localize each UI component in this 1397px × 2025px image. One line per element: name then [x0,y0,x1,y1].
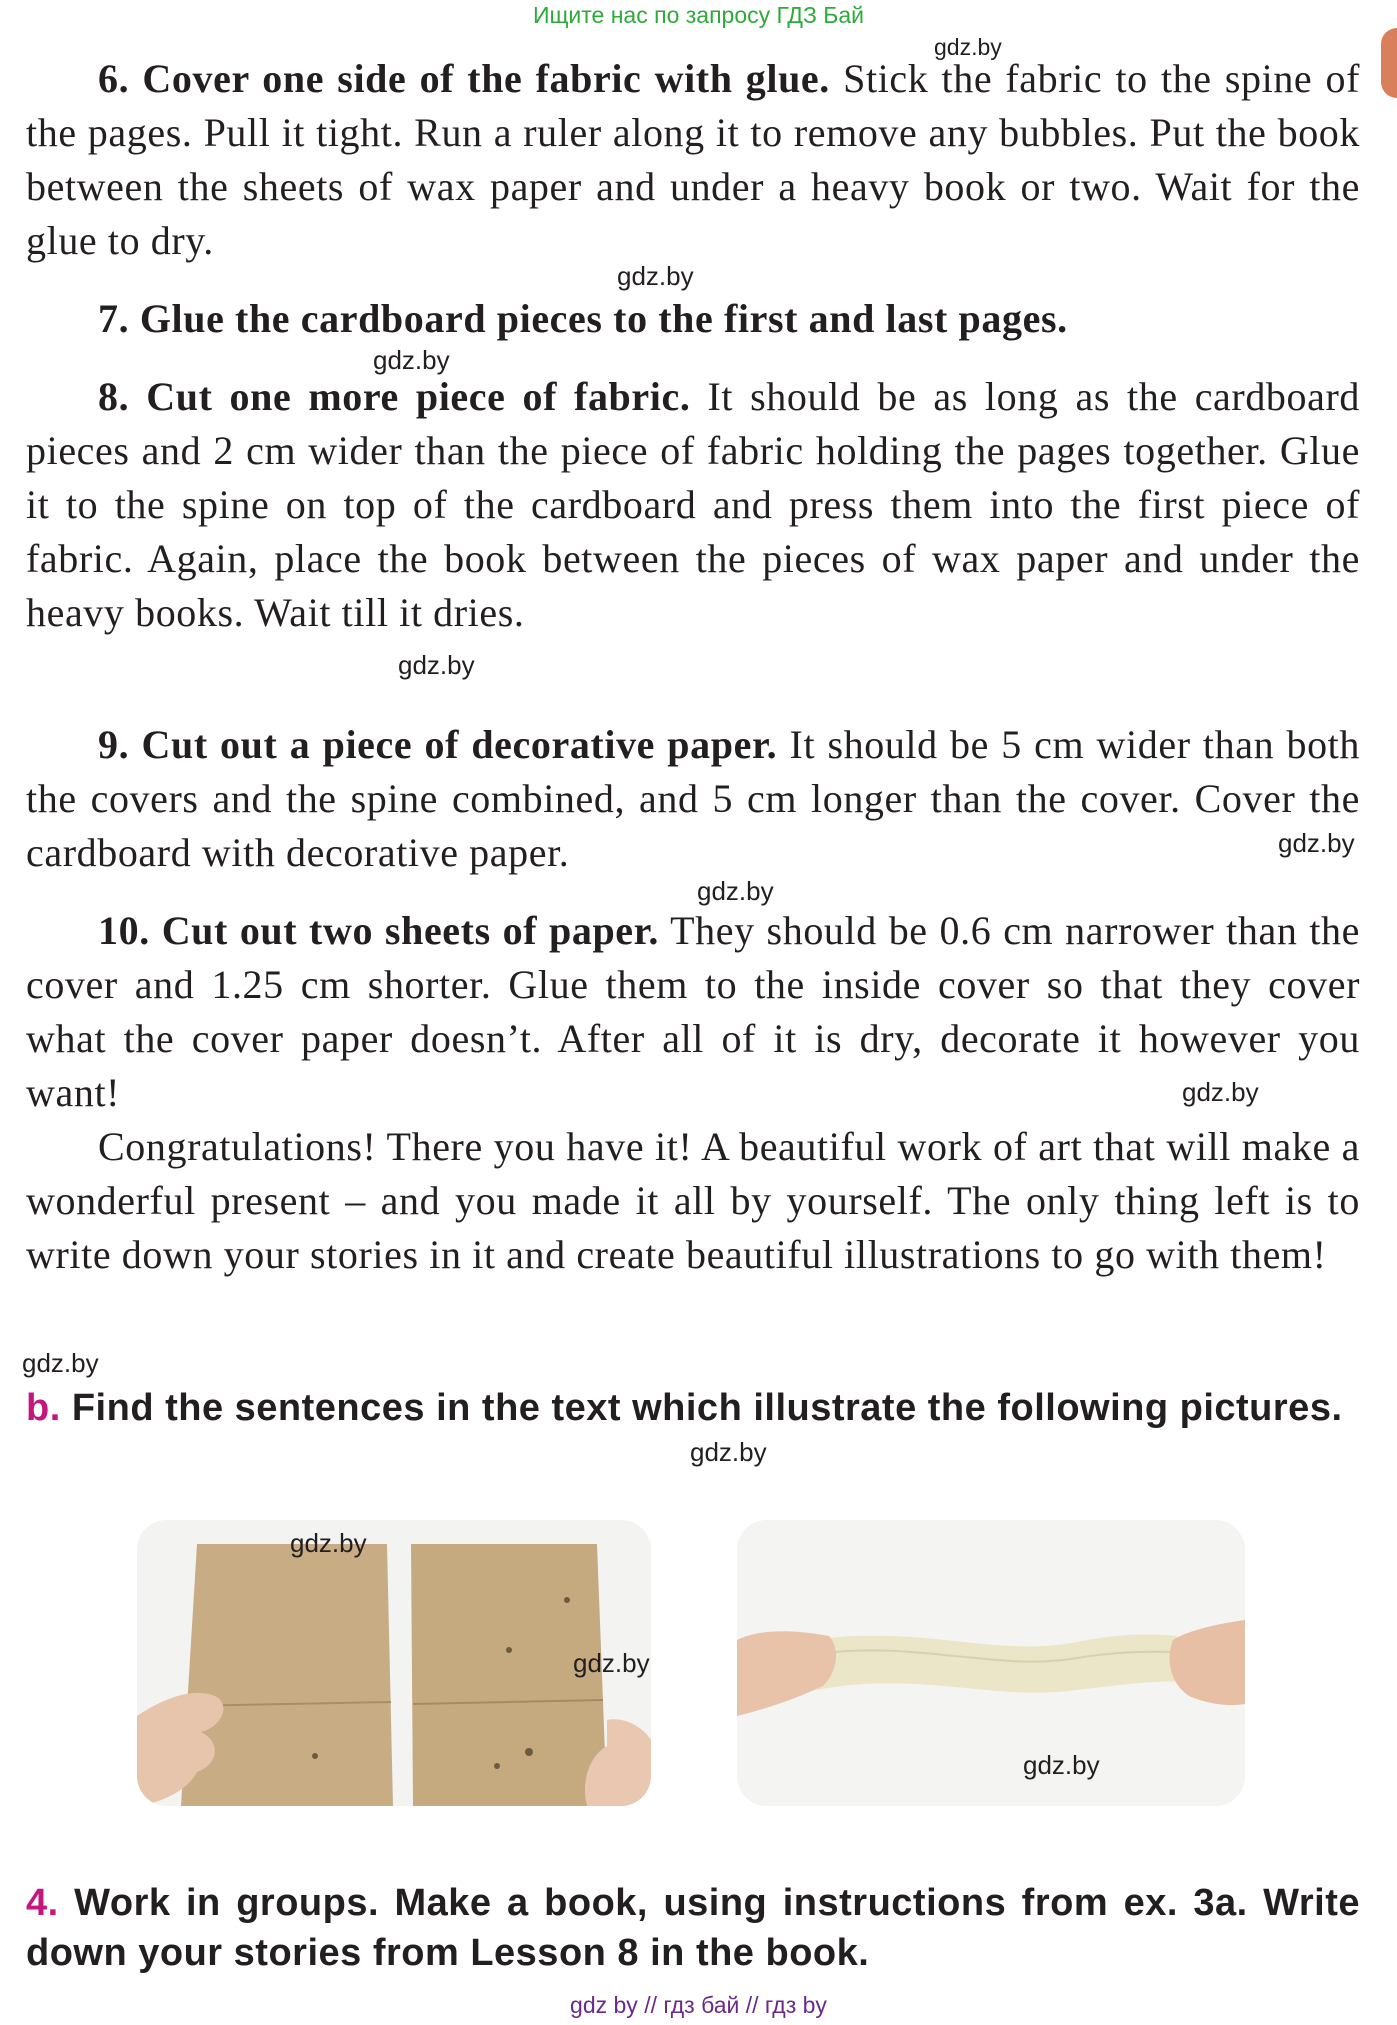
watermark: gdz.by [22,1348,99,1378]
watermark: gdz.by [690,1437,767,1467]
watermark: gdz.by [934,34,1002,60]
step-8-body: It should be as long as the cardboard pieces and 2 cm wider than the piece of fabric holding the pages together. Glue it to the spine on top of the cardboard and press them into the first piece of fabric. Again, place the book between the pieces of wax paper and under the heavy books. Wait till it dries. [26,374,1360,635]
task-4-label: 4. [26,1882,59,1924]
step-6 [26,52,1360,268]
fabric-illustration [737,1520,1245,1806]
watermark: gdz.by [290,1528,367,1558]
step-10-body: They should be 0.6 cm narrower than the cover and 1.25 cm shorter. Glue them to the inside cover so that they cover what the cover paper doesn’t. After all of it is dry, decorate it however you want! [26,908,1360,1115]
watermark: gdz.by [617,261,694,291]
top-banner[interactable]: Ищите нас по запросу ГДЗ Бай [532,2,865,28]
watermark: gdz.by [1278,828,1355,858]
task-b-text: Find the sentences in the text which illustrate the following pictures. [60,1387,1343,1429]
step-9-heading: 9. Cut out a piece of decorative paper. [98,722,778,767]
step-8 [26,370,1360,640]
watermark: gdz.by [1023,1750,1100,1780]
step-8-heading: 8. Cut one more piece of fabric. [98,374,691,419]
step-9-body: It should be 5 cm wider than both the covers and the spine combined, and 5 cm longer than the cover. Cover the cardboard with decorative paper. [26,722,1360,875]
conclusion: Congratulations! There you have it! A beautiful work of art that will make a wonderful present – and you made it all by yourself. The only thing left is to write down your stories in it and create beautiful illustrations to go with them! [26,1124,1360,1277]
step-10-heading: 10. Cut out two sheets of paper. [98,908,659,953]
watermark: gdz.by [373,345,450,375]
step-7-heading: 7. Glue the cardboard pieces to the first and last pages. [98,296,1068,341]
page-edge-tab [1381,28,1397,98]
watermark: gdz.by [697,876,774,906]
watermark: gdz.by [398,650,475,680]
step-6-body: Stick the fabric to the spine of the pages. Pull it tight. Run a ruler along it to remove any bubbles. Put the book between the sheets of wax paper and under a heavy book or two. Wait for the glue to dry. [26,56,1360,263]
step-6-heading: 6. Cover one side of the fabric with glue. [98,56,830,101]
step-7 [26,292,1360,346]
task-b [26,1383,1360,1433]
task-b-label: b. [26,1387,61,1429]
task-4 [26,1878,1360,1978]
task-4-text: Work in groups. Make a book, using instructions from ex. 3a. Write down your stories from Lesson 8 in the book. [26,1882,1360,1974]
footer-links[interactable]: gdz by // гдз бай // гдз by [570,1992,827,2018]
photo-fabric-strip [737,1520,1245,1806]
step-10 [26,904,1360,1120]
watermark: gdz.by [1182,1077,1259,1107]
photo-cardboard-pieces [137,1520,651,1806]
watermark: gdz.by [573,1648,650,1678]
step-9 [26,718,1360,880]
